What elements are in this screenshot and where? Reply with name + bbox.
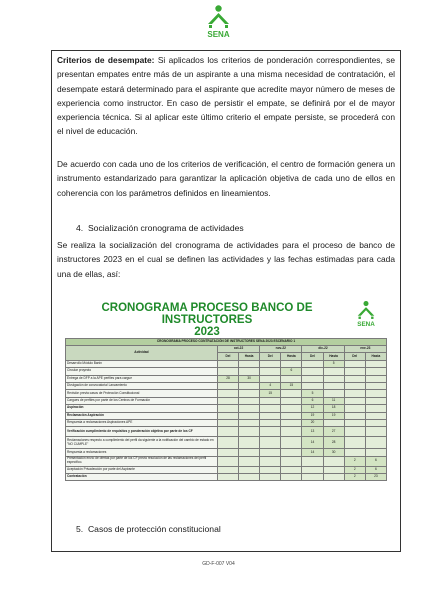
date-cell: [217, 456, 238, 466]
date-cell: [281, 427, 302, 437]
date-cell: 6: [302, 397, 323, 404]
date-cell: [217, 419, 238, 426]
activity-cell: Contratación: [66, 474, 218, 481]
document-code-footer: GD-F-007 V04: [202, 561, 235, 567]
cronograma-table-body: [66, 360, 387, 481]
date-cell: [260, 437, 281, 449]
activity-cell: Verificación cumplimiento de requisitos y ponderación objetiva por parte de los CF: [66, 427, 218, 437]
table-row: [66, 360, 387, 367]
table-row: [66, 449, 387, 456]
date-cell: 4: [260, 382, 281, 389]
date-cell: [239, 437, 260, 449]
socializacion-paragraph: Se realiza la socialización del cronograma de actividades para el proceso de banco de instructores 2023 en el cual se definen las actividades y las fechas estimadas para cada una de ellas, así:: [57, 240, 395, 279]
date-cell: 18: [323, 405, 344, 412]
date-cell: [365, 419, 386, 426]
table-row: [66, 412, 387, 419]
activity-cell: Reclamación Aspiración: [66, 412, 218, 419]
activity-cell: Circular proyecto: [66, 368, 218, 375]
date-cell: 19: [323, 412, 344, 419]
activity-cell: Divulgación de convocatoria/ Lanzamiento: [66, 382, 218, 389]
date-cell: [260, 474, 281, 481]
date-cell: [239, 456, 260, 466]
date-cell: [239, 474, 260, 481]
date-cell: [344, 368, 365, 375]
date-cell: [365, 382, 386, 389]
date-cell: [239, 449, 260, 456]
date-cell: [260, 360, 281, 367]
date-cell: 5: [302, 390, 323, 397]
date-cell: 11: [323, 397, 344, 404]
date-cell: 30: [323, 449, 344, 456]
date-cell: [239, 368, 260, 375]
sub-header: Hasta: [239, 353, 260, 360]
date-cell: [344, 382, 365, 389]
date-cell: 6: [281, 368, 302, 375]
date-cell: [344, 405, 365, 412]
sena-logo: [205, 4, 232, 42]
date-cell: [260, 375, 281, 382]
date-cell: [239, 412, 260, 419]
date-cell: [239, 390, 260, 397]
date-cell: [281, 466, 302, 473]
date-cell: [323, 375, 344, 382]
svg-text:SENA: SENA: [357, 321, 375, 329]
date-cell: [302, 456, 323, 466]
date-cell: [323, 466, 344, 473]
date-cell: 15: [260, 390, 281, 397]
date-cell: [217, 449, 238, 456]
date-cell: [239, 397, 260, 404]
table-row: [66, 427, 387, 437]
date-cell: [217, 474, 238, 481]
criterios-desempate-text: Si aplicados los criterios de ponderación correspondientes, se presentan empates entre más de un aspirante a una misma necesidad de contratación, el desempate estará determinado para el aspirante que acredite mayor número de meses de experiencia como instructor. En caso de persistir el empate, se definirá por el de mayor experiencia técnica. Si al aplicar este último criterio el empate persiste, se procederá con el nivel de educación.: [57, 55, 395, 137]
section-5-number: 5.: [76, 524, 84, 534]
activity-cell: Revisión previa casos de Protección Constitucional: [66, 390, 218, 397]
date-cell: [323, 382, 344, 389]
section-4-title: Socialización cronograma de actividades: [87, 223, 244, 233]
date-cell: 28: [323, 437, 344, 449]
date-cell: [365, 390, 386, 397]
table-row: [66, 375, 387, 382]
month-header: oct-22: [217, 346, 259, 353]
date-cell: [217, 405, 238, 412]
date-cell: [302, 375, 323, 382]
sub-header: Del: [217, 353, 238, 360]
date-cell: [344, 360, 365, 367]
date-cell: [302, 360, 323, 367]
date-cell: [365, 375, 386, 382]
cronograma-title: [57, 302, 357, 338]
date-cell: [365, 437, 386, 449]
date-cell: [217, 368, 238, 375]
table-caption: CRONOGRAMA PROCESO CONTRATACIÓN DE INSTRUCTORES SENA 2023 ESCENARIO 1: [66, 339, 387, 346]
date-cell: [260, 397, 281, 404]
date-cell: [281, 419, 302, 426]
date-cell: [365, 405, 386, 412]
table-row: [66, 382, 387, 389]
cronograma-figure: [57, 296, 395, 516]
date-cell: [344, 397, 365, 404]
date-cell: [323, 456, 344, 466]
sena-logo-small: [354, 300, 378, 330]
date-cell: [365, 368, 386, 375]
date-cell: [281, 449, 302, 456]
date-cell: [239, 466, 260, 473]
date-cell: [365, 427, 386, 437]
date-cell: [281, 390, 302, 397]
date-cell: 5: [323, 360, 344, 367]
date-cell: 14: [302, 437, 323, 449]
date-cell: 2: [344, 456, 365, 466]
sub-header: Hasta: [365, 353, 386, 360]
month-header: nov-22: [260, 346, 302, 353]
table-row: [66, 397, 387, 404]
date-cell: 27: [323, 427, 344, 437]
table-row: [66, 456, 387, 466]
table-row: [66, 474, 387, 481]
table-row: [66, 437, 387, 449]
table-row: [66, 390, 387, 397]
date-cell: [365, 412, 386, 419]
date-cell: [281, 474, 302, 481]
date-cell: [365, 360, 386, 367]
date-cell: [217, 437, 238, 449]
date-cell: [239, 382, 260, 389]
date-cell: [344, 427, 365, 437]
section-5-title: Casos de protección constitucional: [87, 524, 221, 534]
activity-cell: Presentación envío de ofertas por parte de los CF previo resolución de las reclamaciones del perfil específico.: [66, 456, 218, 466]
date-cell: [302, 474, 323, 481]
date-cell: [260, 412, 281, 419]
date-cell: [323, 419, 344, 426]
date-cell: [344, 375, 365, 382]
date-cell: [344, 419, 365, 426]
date-cell: [217, 466, 238, 473]
date-cell: [260, 405, 281, 412]
date-cell: [281, 437, 302, 449]
date-cell: [260, 449, 281, 456]
date-cell: 19: [302, 412, 323, 419]
date-cell: 2: [344, 466, 365, 473]
section-4-number: 4.: [76, 223, 84, 233]
date-cell: [344, 437, 365, 449]
date-cell: [323, 368, 344, 375]
date-cell: [281, 412, 302, 419]
table-row: [66, 419, 387, 426]
month-header: ene-23: [344, 346, 386, 353]
date-cell: [365, 397, 386, 404]
date-cell: 30: [239, 375, 260, 382]
activity-cell: Reclamaciones respecto a cumplimiento del perfil da siguiente a la notificación del cambio de estado en "NO CUMPLE": [66, 437, 218, 449]
cronograma-title-line2: 2023: [194, 326, 220, 338]
date-cell: [260, 368, 281, 375]
date-cell: 12: [302, 405, 323, 412]
activity-cell: Respuesta a reclamaciones Aspiraciones APE: [66, 419, 218, 426]
cronograma-table: [65, 338, 387, 481]
date-cell: 20: [302, 419, 323, 426]
date-cell: [217, 390, 238, 397]
date-cell: [260, 419, 281, 426]
month-header: dic-22: [302, 346, 344, 353]
verification-paragraph: De acuerdo con cada uno de los criterios de verificación, el centro de formación genera un instrumento estandarizado para garantizar la aplicación objetiva de cada uno de ellos en coherencia con los parámetros definidos en lineamientos.: [57, 159, 395, 198]
date-cell: 13: [302, 427, 323, 437]
activity-cell: Desarrollo Módulo Banin: [66, 360, 218, 367]
date-cell: [323, 474, 344, 481]
activity-cell: Respuesta a reclamaciones: [66, 449, 218, 456]
date-cell: [281, 456, 302, 466]
sub-header: Del: [344, 353, 365, 360]
cronograma-title-line1: CRONOGRAMA PROCESO BANCO DE INSTRUCTORES: [101, 302, 313, 326]
activity-header: Actividad: [66, 346, 218, 361]
activity-cell: Aceptación Privadección por parte del Aspirante: [66, 466, 218, 473]
activity-cell: Cargues de perfiles por parte de los Centros de Formación: [66, 397, 218, 404]
date-cell: 15: [281, 382, 302, 389]
activity-cell: Entrega de DFP a la APE perfiles para cargue: [66, 375, 218, 382]
sub-header: Hasta: [281, 353, 302, 360]
table-row: [66, 466, 387, 473]
date-cell: [239, 427, 260, 437]
date-cell: 6: [365, 456, 386, 466]
date-cell: [281, 405, 302, 412]
date-cell: [344, 412, 365, 419]
date-cell: [302, 382, 323, 389]
table-row: [66, 405, 387, 412]
section-4-heading: [76, 223, 244, 233]
date-cell: [344, 449, 365, 456]
date-cell: [217, 382, 238, 389]
criterios-desempate-paragraph: [57, 53, 395, 139]
section-5-heading: [76, 524, 221, 534]
date-cell: [365, 449, 386, 456]
date-cell: [239, 419, 260, 426]
date-cell: 6: [365, 466, 386, 473]
sub-header: Del: [260, 353, 281, 360]
table-row: [66, 368, 387, 375]
date-cell: [281, 375, 302, 382]
date-cell: [281, 360, 302, 367]
date-cell: [344, 390, 365, 397]
criterios-desempate-label: Criterios de desempate:: [57, 55, 155, 65]
date-cell: [281, 397, 302, 404]
date-cell: [217, 412, 238, 419]
date-cell: [239, 405, 260, 412]
svg-text:SENA: SENA: [207, 30, 230, 39]
date-cell: [217, 427, 238, 437]
date-cell: [260, 427, 281, 437]
date-cell: [260, 466, 281, 473]
sub-header: Del: [302, 353, 323, 360]
date-cell: [239, 360, 260, 367]
date-cell: [302, 466, 323, 473]
sub-header: Hasta: [323, 353, 344, 360]
date-cell: [302, 368, 323, 375]
date-cell: 28: [217, 375, 238, 382]
date-cell: [217, 397, 238, 404]
date-cell: [323, 390, 344, 397]
date-cell: [260, 456, 281, 466]
date-cell: 23: [365, 474, 386, 481]
date-cell: 2: [344, 474, 365, 481]
activity-cell: Aspiración: [66, 405, 218, 412]
date-cell: [217, 360, 238, 367]
date-cell: 14: [302, 449, 323, 456]
